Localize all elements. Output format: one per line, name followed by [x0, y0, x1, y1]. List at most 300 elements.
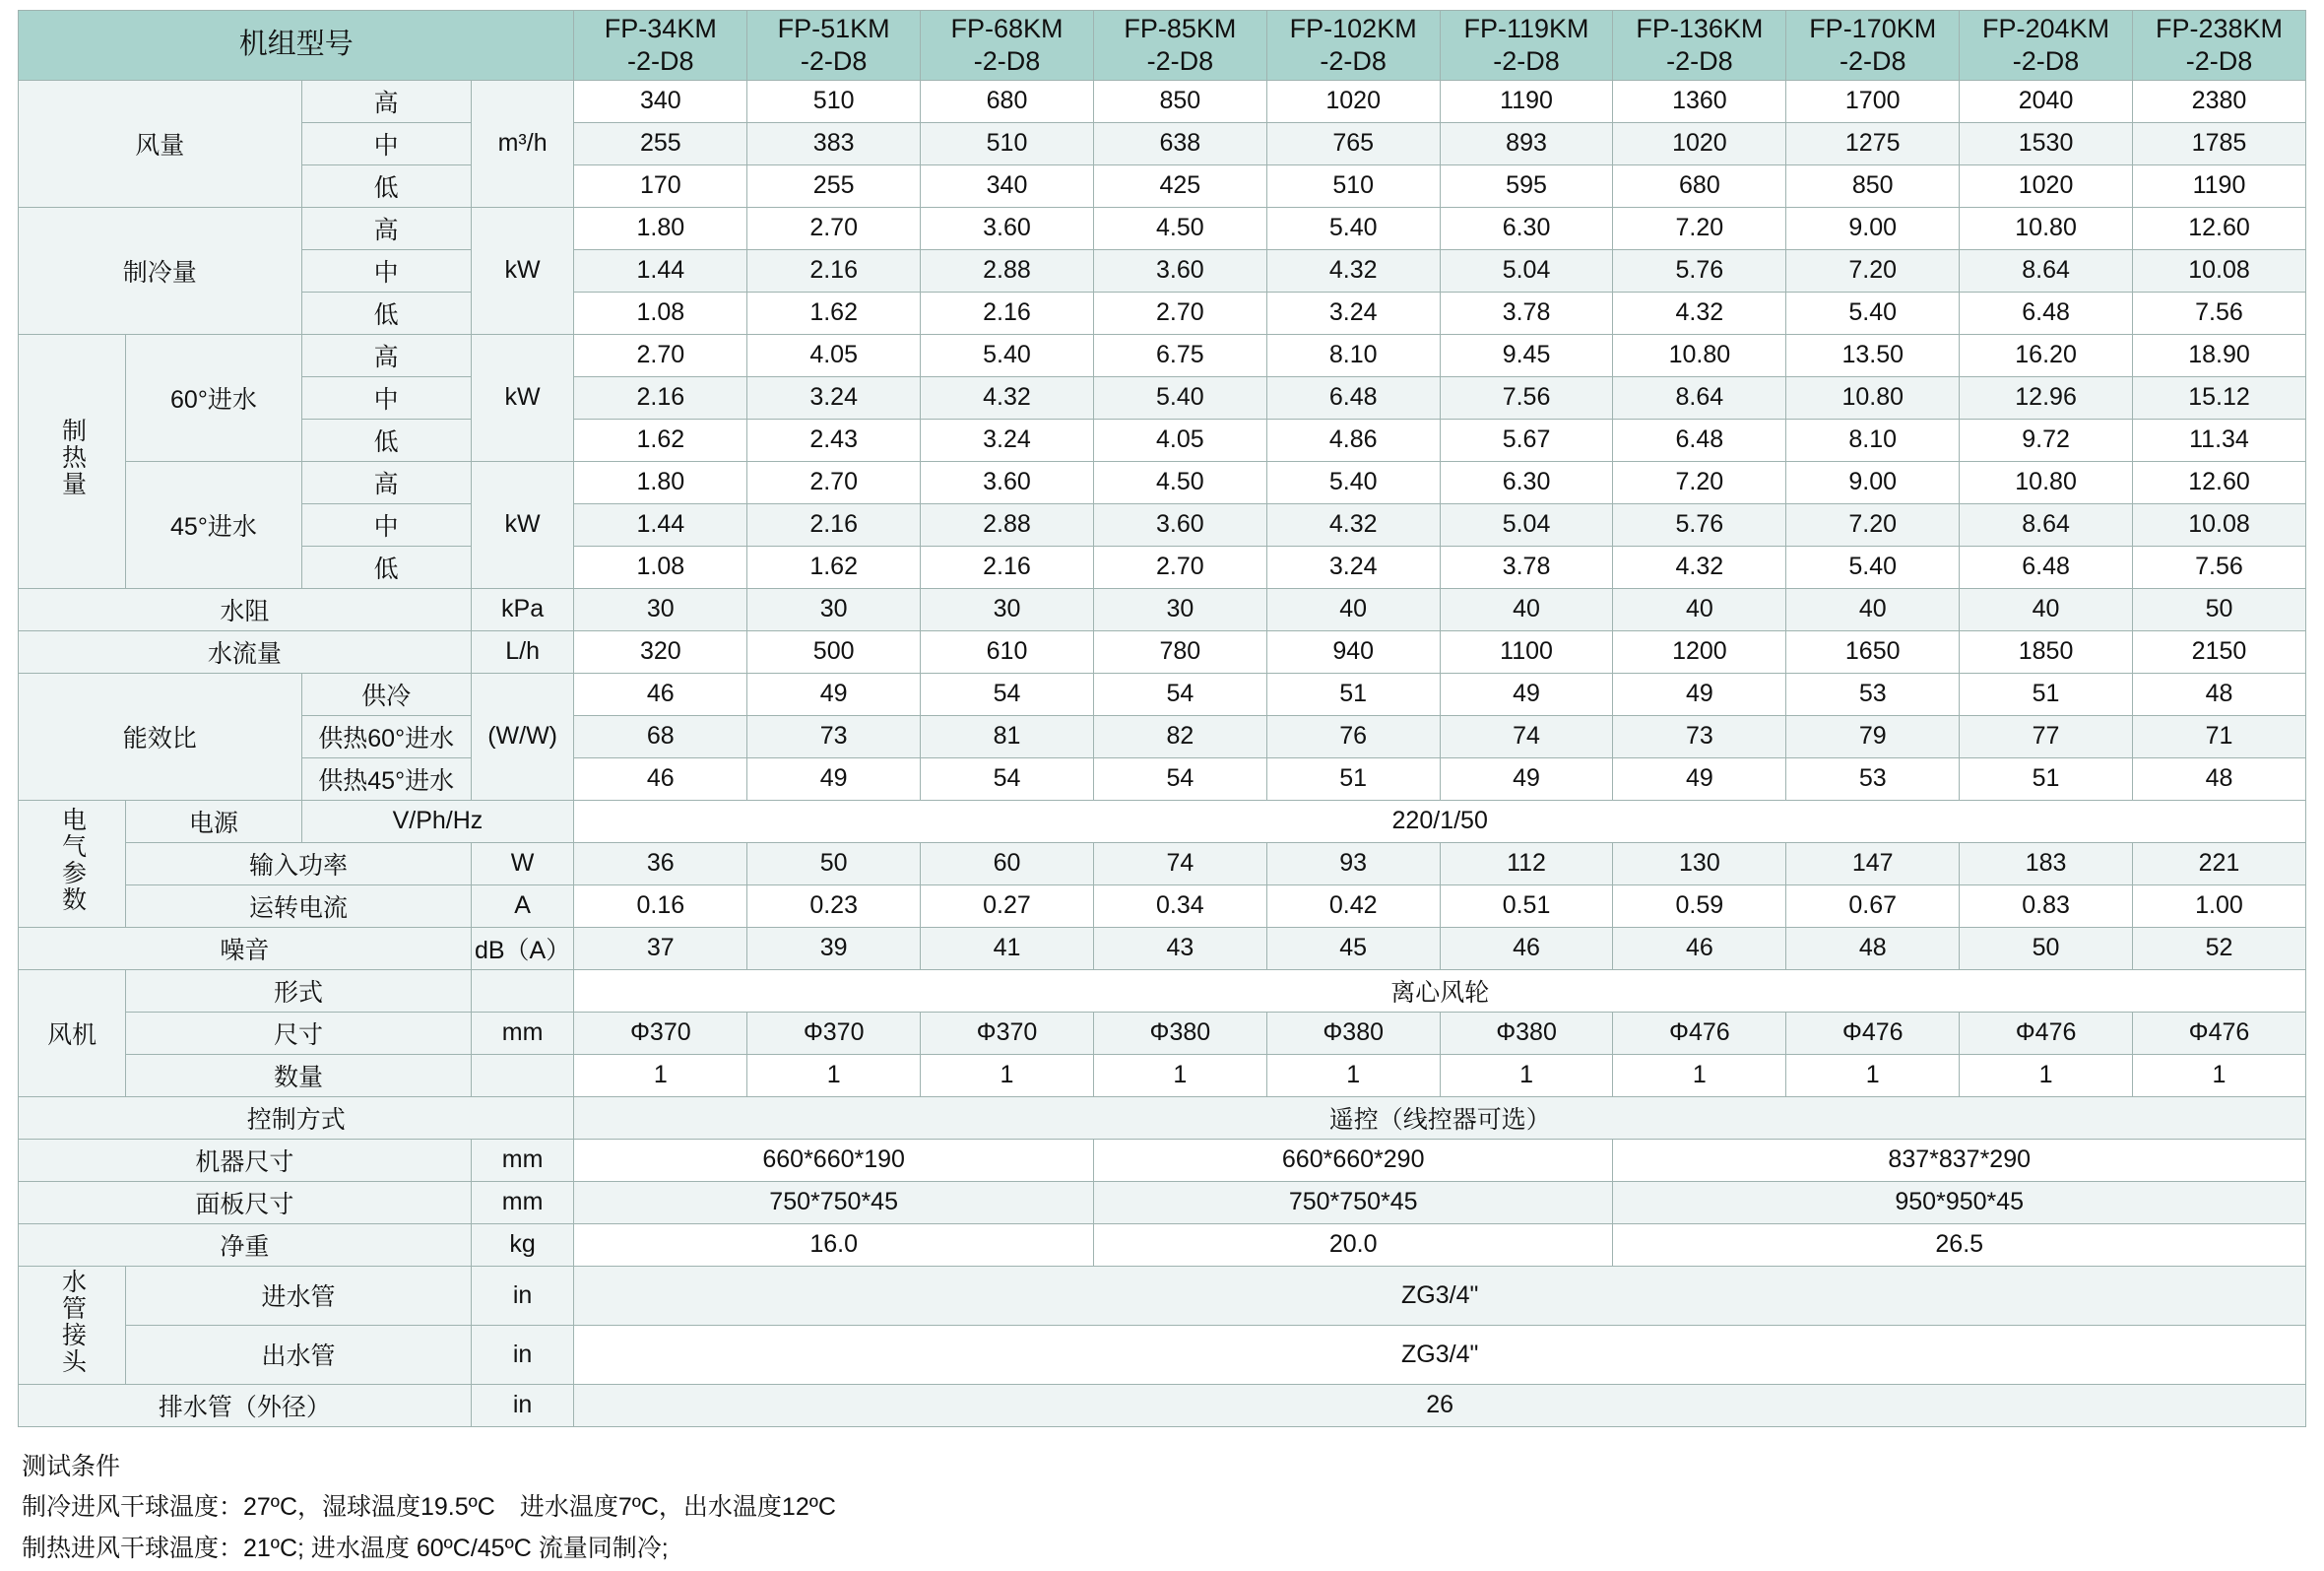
cell: 6.75 — [1093, 334, 1266, 376]
table-row — [19, 800, 2306, 842]
cell: 76 — [1266, 715, 1440, 757]
pipe-inlet-unit: in — [471, 1266, 574, 1325]
cell: 71 — [2132, 715, 2305, 757]
cell: 780 — [1093, 630, 1266, 673]
cell: 7.56 — [1440, 376, 1613, 419]
cell: Φ380 — [1440, 1012, 1613, 1054]
cell: 15.12 — [2132, 376, 2305, 419]
cell: 1020 — [1960, 164, 2133, 207]
pipe-inlet-label: 进水管 — [126, 1266, 472, 1325]
power-supply-label: 电源 — [126, 800, 301, 842]
cell: 54 — [921, 757, 1094, 800]
cell: 1190 — [2132, 164, 2305, 207]
cell: 40 — [1786, 588, 1960, 630]
fan-size-label: 尺寸 — [126, 1012, 472, 1054]
cell: 51 — [1266, 673, 1440, 715]
fan-type-label: 形式 — [126, 969, 472, 1012]
cell: 51 — [1266, 757, 1440, 800]
cell: 2.70 — [747, 461, 921, 503]
eer-cool-label: 供冷 — [301, 673, 471, 715]
cell: 4.05 — [1093, 419, 1266, 461]
cell: 73 — [1613, 715, 1786, 757]
cooling-mid-label: 中 — [301, 249, 471, 292]
cell: 510 — [921, 122, 1094, 164]
cell: 73 — [747, 715, 921, 757]
cell: 1.80 — [574, 207, 747, 249]
pipe-outlet-label: 出水管 — [126, 1325, 472, 1384]
cell: 40 — [1266, 588, 1440, 630]
cell: 6.48 — [1613, 419, 1786, 461]
cell: 30 — [921, 588, 1094, 630]
cell: 6.30 — [1440, 461, 1613, 503]
cell: 340 — [574, 80, 747, 122]
cell: 50 — [2132, 588, 2305, 630]
table-row — [19, 673, 2306, 715]
cell: 1 — [921, 1054, 1094, 1096]
model-col-8: FP-204KM -2-D8 — [1960, 11, 2133, 81]
cell: Φ370 — [574, 1012, 747, 1054]
cell: 49 — [1440, 757, 1613, 800]
notes-line-1: 制冷进风干球温度：27ºC，湿球温度19.5ºC 进水温度7ºC，出水温度12ºC — [22, 1493, 836, 1522]
cell: 2040 — [1960, 80, 2133, 122]
cell: 1 — [1093, 1054, 1266, 1096]
model-col-6: FP-136KM -2-D8 — [1613, 11, 1786, 81]
cell: 81 — [921, 715, 1094, 757]
table-row — [19, 207, 2306, 249]
cell: 50 — [1960, 927, 2133, 969]
cell: 1.44 — [574, 249, 747, 292]
cell: 610 — [921, 630, 1094, 673]
cell: 52 — [2132, 927, 2305, 969]
cell: 30 — [747, 588, 921, 630]
cell: 50 — [747, 842, 921, 884]
cell: 53 — [1786, 757, 1960, 800]
heating60-unit: kW — [471, 334, 574, 461]
row-label-net-weight: 净重 — [19, 1223, 472, 1266]
cell: 10.80 — [1786, 376, 1960, 419]
cell: Φ476 — [1613, 1012, 1786, 1054]
cell: 3.60 — [1093, 503, 1266, 546]
cell: 7.20 — [1613, 461, 1786, 503]
pipe-inlet-value: ZG3/4" — [574, 1266, 2306, 1325]
cell: Φ476 — [1960, 1012, 2133, 1054]
row-label-drain: 排水管（外径） — [19, 1384, 472, 1426]
panel-size-group-1: 750*750*45 — [574, 1181, 1094, 1223]
cell: 5.04 — [1440, 249, 1613, 292]
cell: 147 — [1786, 842, 1960, 884]
cell: Φ370 — [921, 1012, 1094, 1054]
cell: 7.20 — [1786, 249, 1960, 292]
cell: 40 — [1613, 588, 1786, 630]
pipe-outlet-unit: in — [471, 1325, 574, 1384]
heating60-low-label: 低 — [301, 419, 471, 461]
cell: 2.16 — [921, 546, 1094, 588]
row-label-pipe: 水管接头 — [19, 1266, 126, 1384]
cell: 3.60 — [921, 461, 1094, 503]
cell: Φ380 — [1093, 1012, 1266, 1054]
table-row — [19, 1266, 2306, 1325]
cell: 320 — [574, 630, 747, 673]
cell: 2.70 — [1093, 292, 1266, 334]
cell: 2.16 — [574, 376, 747, 419]
cell: 46 — [574, 673, 747, 715]
cell: 54 — [1093, 757, 1266, 800]
cell: 0.42 — [1266, 884, 1440, 927]
cell: 2.88 — [921, 249, 1094, 292]
table-row — [19, 503, 2306, 546]
cooling-low-label: 低 — [301, 292, 471, 334]
cell: 40 — [1440, 588, 1613, 630]
cell: 54 — [1093, 673, 1266, 715]
cell: 30 — [574, 588, 747, 630]
cell: 1.62 — [747, 292, 921, 334]
cell: 8.10 — [1786, 419, 1960, 461]
cell: 51 — [1960, 757, 2133, 800]
notes-title: 测试条件 — [22, 1452, 121, 1480]
cell: 4.50 — [1093, 461, 1266, 503]
model-col-1: FP-51KM -2-D8 — [747, 11, 921, 81]
cell: 1700 — [1786, 80, 1960, 122]
water-flow-unit: L/h — [471, 630, 574, 673]
cell: 2.16 — [747, 503, 921, 546]
cell: 1.44 — [574, 503, 747, 546]
cell: 1850 — [1960, 630, 2133, 673]
cell: 1 — [574, 1054, 747, 1096]
cell: 638 — [1093, 122, 1266, 164]
cell: 4.05 — [747, 334, 921, 376]
cell: 4.32 — [921, 376, 1094, 419]
cell: 0.67 — [1786, 884, 1960, 927]
cell: 1650 — [1786, 630, 1960, 673]
cell: 16.20 — [1960, 334, 2133, 376]
cell: 183 — [1960, 842, 2133, 884]
cell: 82 — [1093, 715, 1266, 757]
cell: 7.56 — [2132, 292, 2305, 334]
cell: 510 — [747, 80, 921, 122]
cell: 7.56 — [2132, 546, 2305, 588]
model-col-3: FP-85KM -2-D8 — [1093, 11, 1266, 81]
heating45-unit: kW — [471, 461, 574, 588]
row-label-noise: 噪音 — [19, 927, 472, 969]
cell: 4.50 — [1093, 207, 1266, 249]
cell: 1.08 — [574, 292, 747, 334]
row-label-fan: 风机 — [19, 969, 126, 1096]
heating60-mid-label: 中 — [301, 376, 471, 419]
fan-qty-unit — [471, 1054, 574, 1096]
cell: 1360 — [1613, 80, 1786, 122]
cell: 0.27 — [921, 884, 1094, 927]
cell: 1 — [1960, 1054, 2133, 1096]
cell: 10.08 — [2132, 503, 2305, 546]
cell: 11.34 — [2132, 419, 2305, 461]
cell: 3.78 — [1440, 546, 1613, 588]
row-label-water-flow: 水流量 — [19, 630, 472, 673]
cell: 0.16 — [574, 884, 747, 927]
cell: 8.10 — [1266, 334, 1440, 376]
cell: 48 — [2132, 673, 2305, 715]
input-power-label: 输入功率 — [126, 842, 472, 884]
cell: 5.67 — [1440, 419, 1613, 461]
fan-type-unit — [471, 969, 574, 1012]
noise-unit: dB（A） — [471, 927, 574, 969]
cell: 4.32 — [1613, 292, 1786, 334]
table-row — [19, 376, 2306, 419]
cell: 68 — [574, 715, 747, 757]
cell: 10.08 — [2132, 249, 2305, 292]
cell: 5.40 — [921, 334, 1094, 376]
model-col-9: FP-238KM -2-D8 — [2132, 11, 2305, 81]
cell: 3.24 — [747, 376, 921, 419]
cell: 18.90 — [2132, 334, 2305, 376]
cell: 255 — [747, 164, 921, 207]
cell: 1530 — [1960, 122, 2133, 164]
fan-type-value: 离心风轮 — [574, 969, 2306, 1012]
cell: Φ380 — [1266, 1012, 1440, 1054]
cell: 6.48 — [1960, 292, 2133, 334]
cell: 850 — [1093, 80, 1266, 122]
model-col-4: FP-102KM -2-D8 — [1266, 11, 1440, 81]
drain-unit: in — [471, 1384, 574, 1426]
cell: 1200 — [1613, 630, 1786, 673]
cell: 4.32 — [1266, 249, 1440, 292]
heating45-high-label: 高 — [301, 461, 471, 503]
cell: 5.40 — [1266, 207, 1440, 249]
cell: 5.04 — [1440, 503, 1613, 546]
input-power-unit: W — [471, 842, 574, 884]
cell: 79 — [1786, 715, 1960, 757]
cell: 0.51 — [1440, 884, 1613, 927]
cell: 5.40 — [1786, 292, 1960, 334]
table-row — [19, 122, 2306, 164]
cell: 1 — [747, 1054, 921, 1096]
row-label-machine-size: 机器尺寸 — [19, 1139, 472, 1181]
pipe-outlet-value: ZG3/4" — [574, 1325, 2306, 1384]
cell: 5.76 — [1613, 503, 1786, 546]
cell: 2.43 — [747, 419, 921, 461]
table-row — [19, 1096, 2306, 1139]
cell: 5.40 — [1266, 461, 1440, 503]
heating-60-label: 60°进水 — [126, 334, 301, 461]
cell: 48 — [2132, 757, 2305, 800]
heating60-high-label: 高 — [301, 334, 471, 376]
net-weight-group-1: 16.0 — [574, 1223, 1094, 1266]
cell: 54 — [921, 673, 1094, 715]
cell: 45 — [1266, 927, 1440, 969]
cell: 9.00 — [1786, 461, 1960, 503]
cell: 1190 — [1440, 80, 1613, 122]
row-label-eer: 能效比 — [19, 673, 302, 800]
cell: 2.16 — [921, 292, 1094, 334]
cell: 3.24 — [921, 419, 1094, 461]
cell: 9.00 — [1786, 207, 1960, 249]
cell: 1.62 — [574, 419, 747, 461]
table-row — [19, 757, 2306, 800]
cell: 595 — [1440, 164, 1613, 207]
cell: 37 — [574, 927, 747, 969]
table-header-row — [19, 11, 2306, 81]
cell: 2.70 — [1093, 546, 1266, 588]
model-header-label: 机组型号 — [19, 11, 574, 81]
cell: 1785 — [2132, 122, 2305, 164]
cell: 340 — [921, 164, 1094, 207]
table-row — [19, 1325, 2306, 1384]
panel-size-group-2: 750*750*45 — [1093, 1181, 1613, 1223]
cell: 41 — [921, 927, 1094, 969]
cell: 5.40 — [1786, 546, 1960, 588]
cell: 2150 — [2132, 630, 2305, 673]
fan-qty-label: 数量 — [126, 1054, 472, 1096]
cell: 74 — [1440, 715, 1613, 757]
eer-heat45-label: 供热45°进水 — [301, 757, 471, 800]
table-row — [19, 334, 2306, 376]
table-row — [19, 1054, 2306, 1096]
cell: 255 — [574, 122, 747, 164]
cell: 9.72 — [1960, 419, 2133, 461]
machine-size-unit: mm — [471, 1139, 574, 1181]
control-value: 遥控（线控器可选） — [574, 1096, 2306, 1139]
cell: 12.96 — [1960, 376, 2133, 419]
cell: 10.80 — [1613, 334, 1786, 376]
cell: 60 — [921, 842, 1094, 884]
machine-size-group-2: 660*660*290 — [1093, 1139, 1613, 1181]
machine-size-group-1: 660*660*190 — [574, 1139, 1094, 1181]
cell: 74 — [1093, 842, 1266, 884]
cell: 130 — [1613, 842, 1786, 884]
cell: 4.86 — [1266, 419, 1440, 461]
row-label-electrical: 电气参数 — [19, 800, 126, 927]
cell: 4.32 — [1266, 503, 1440, 546]
cell: 1.00 — [2132, 884, 2305, 927]
table-row — [19, 927, 2306, 969]
cell: 112 — [1440, 842, 1613, 884]
table-row — [19, 80, 2306, 122]
cell: 6.48 — [1266, 376, 1440, 419]
fan-size-unit: mm — [471, 1012, 574, 1054]
table-row — [19, 419, 2306, 461]
cell: 49 — [1613, 757, 1786, 800]
cell: 46 — [574, 757, 747, 800]
cell: 1020 — [1266, 80, 1440, 122]
net-weight-group-3: 26.5 — [1613, 1223, 2306, 1266]
cell: 500 — [747, 630, 921, 673]
table-row — [19, 164, 2306, 207]
cell: 48 — [1786, 927, 1960, 969]
cell: 1 — [1266, 1054, 1440, 1096]
cell: 510 — [1266, 164, 1440, 207]
eer-unit: (W/W) — [471, 673, 574, 800]
power-supply-value: 220/1/50 — [574, 800, 2306, 842]
current-label: 运转电流 — [126, 884, 472, 927]
cooling-unit: kW — [471, 207, 574, 334]
table-row — [19, 1012, 2306, 1054]
cell: 49 — [747, 757, 921, 800]
cell: 1.80 — [574, 461, 747, 503]
model-col-2: FP-68KM -2-D8 — [921, 11, 1094, 81]
model-col-7: FP-170KM -2-D8 — [1786, 11, 1960, 81]
airflow-high-label: 高 — [301, 80, 471, 122]
table-row — [19, 249, 2306, 292]
table-row — [19, 292, 2306, 334]
panel-size-unit: mm — [471, 1181, 574, 1223]
cell: 4.32 — [1613, 546, 1786, 588]
airflow-unit: m³/h — [471, 80, 574, 207]
notes-line-2: 制热进风干球温度：21ºC; 进水温度 60ºC/45ºC 流量同制冷; — [22, 1534, 669, 1562]
table-row — [19, 1139, 2306, 1181]
model-col-0: FP-34KM -2-D8 — [574, 11, 747, 81]
eer-heat60-label: 供热60°进水 — [301, 715, 471, 757]
cell: 46 — [1440, 927, 1613, 969]
cell: 8.64 — [1613, 376, 1786, 419]
cell: 5.40 — [1093, 376, 1266, 419]
heating-45-label: 45°进水 — [126, 461, 301, 588]
cell: 9.45 — [1440, 334, 1613, 376]
cell: 2.88 — [921, 503, 1094, 546]
power-supply-unit: V/Ph/Hz — [301, 800, 574, 842]
cell: 2.70 — [574, 334, 747, 376]
cell: 2.16 — [747, 249, 921, 292]
cell: 7.20 — [1613, 207, 1786, 249]
cell: 43 — [1093, 927, 1266, 969]
cell: 2.70 — [747, 207, 921, 249]
cell: 77 — [1960, 715, 2133, 757]
table-row — [19, 630, 2306, 673]
cell: 0.23 — [747, 884, 921, 927]
table-row — [19, 884, 2306, 927]
heating45-low-label: 低 — [301, 546, 471, 588]
cell: 425 — [1093, 164, 1266, 207]
cell: 93 — [1266, 842, 1440, 884]
cell: 39 — [747, 927, 921, 969]
cell: 893 — [1440, 122, 1613, 164]
cell: 10.80 — [1960, 461, 2133, 503]
test-conditions-notes — [22, 1449, 2306, 1568]
cell: 0.34 — [1093, 884, 1266, 927]
machine-size-group-3: 837*837*290 — [1613, 1139, 2306, 1181]
table-row — [19, 842, 2306, 884]
airflow-low-label: 低 — [301, 164, 471, 207]
drain-value: 26 — [574, 1384, 2306, 1426]
cell: 1020 — [1613, 122, 1786, 164]
cell: 49 — [747, 673, 921, 715]
cell: 1275 — [1786, 122, 1960, 164]
row-label-cooling: 制冷量 — [19, 207, 302, 334]
row-label-water-resistance: 水阻 — [19, 588, 472, 630]
heating45-mid-label: 中 — [301, 503, 471, 546]
table-row — [19, 1181, 2306, 1223]
table-row — [19, 461, 2306, 503]
current-unit: A — [471, 884, 574, 927]
cell: 40 — [1960, 588, 2133, 630]
cell: Φ370 — [747, 1012, 921, 1054]
cell: 10.80 — [1960, 207, 2133, 249]
table-row — [19, 1223, 2306, 1266]
water-resistance-unit: kPa — [471, 588, 574, 630]
cell: 53 — [1786, 673, 1960, 715]
cell: 3.60 — [1093, 249, 1266, 292]
net-weight-unit: kg — [471, 1223, 574, 1266]
row-label-airflow: 风量 — [19, 80, 302, 207]
row-label-heating: 制热量 — [19, 334, 126, 588]
cell: 7.20 — [1786, 503, 1960, 546]
cell: 49 — [1613, 673, 1786, 715]
table-row — [19, 969, 2306, 1012]
cell: 1 — [1786, 1054, 1960, 1096]
model-col-5: FP-119KM -2-D8 — [1440, 11, 1613, 81]
cell: Φ476 — [1786, 1012, 1960, 1054]
cell: 1.08 — [574, 546, 747, 588]
cell: 3.60 — [921, 207, 1094, 249]
cell: 8.64 — [1960, 503, 2133, 546]
